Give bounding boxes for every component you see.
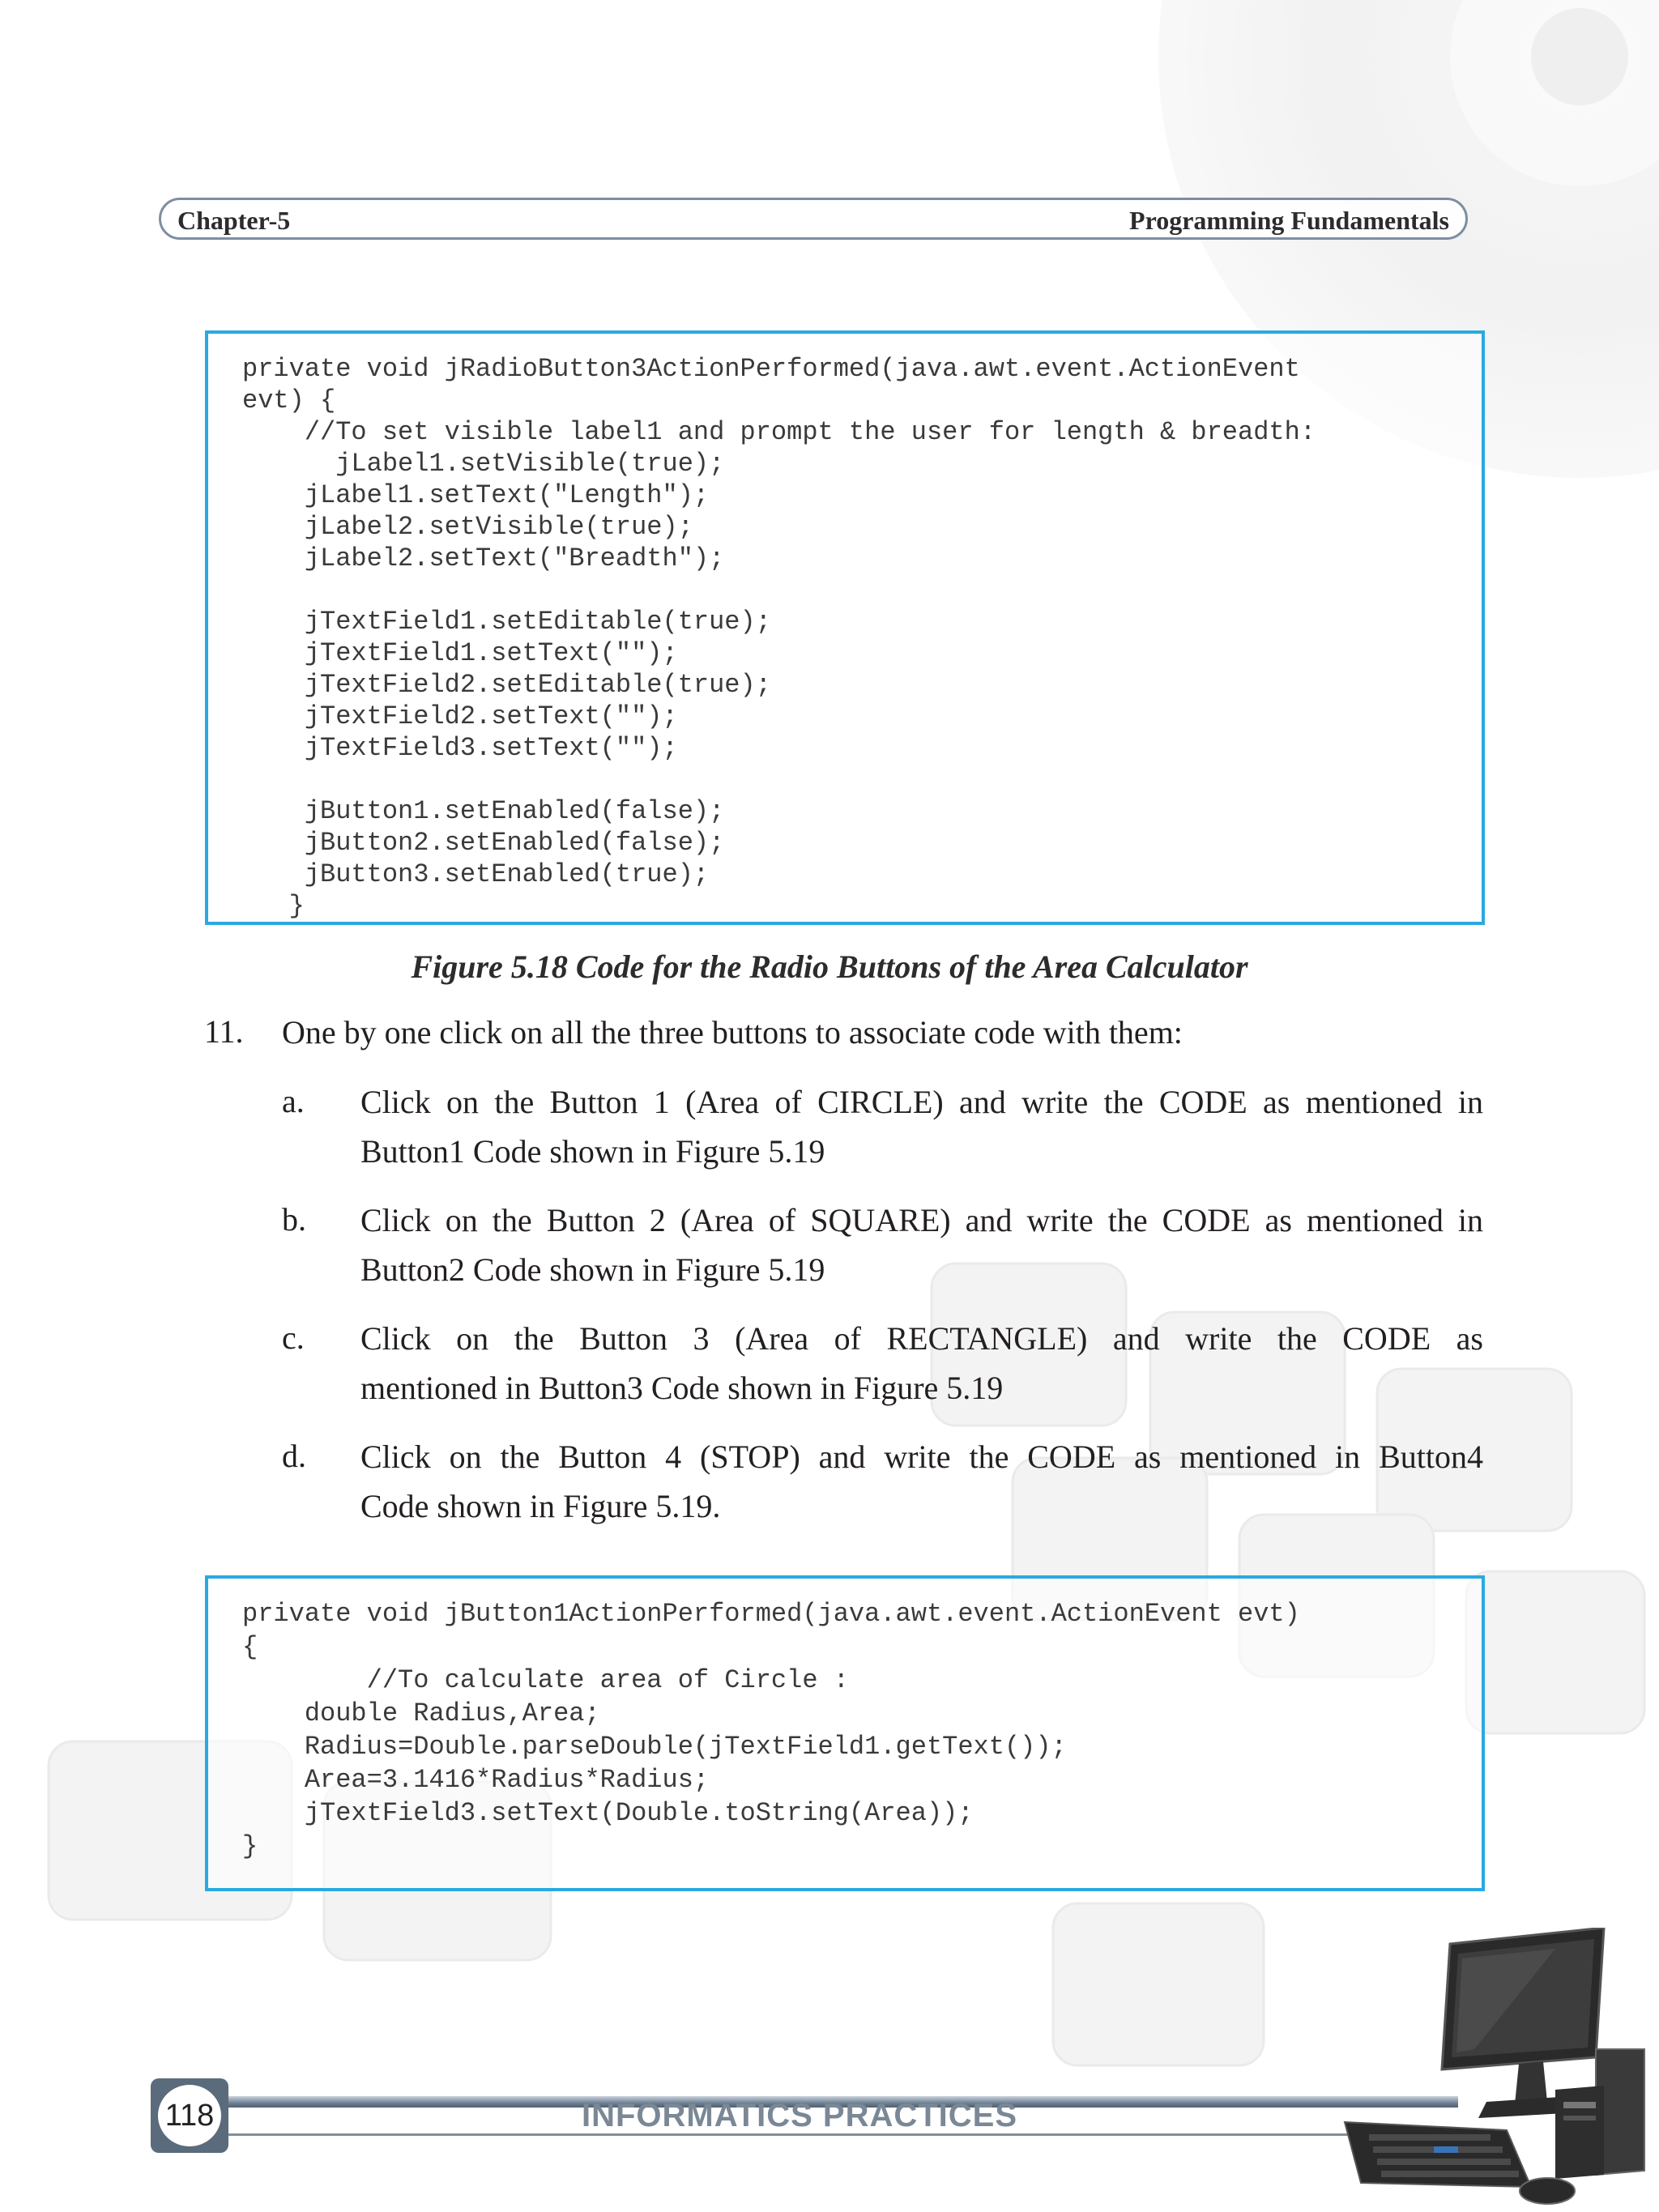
code-line: jTextField2.setText(""); [242,701,678,731]
chapter-label: Chapter-5 [177,206,291,235]
code-line: jTextField2.setEditable(true); [242,670,771,700]
code-line: jLabel2.setVisible(true); [242,512,693,542]
code-line: jLabel2.setText("Breadth"); [242,543,725,573]
page-number: 118 [164,2099,215,2133]
code-line: private void jRadioButton3ActionPerformed(java.awt.event.ActionEvent [242,354,1300,384]
code-line: jLabel1.setText("Length"); [242,480,710,510]
code-line: Radius=Double.parseDouble(jTextField1.getText()); [242,1732,1067,1762]
code-line: jTextField3.setText(Double.toString(Area)); [242,1798,974,1828]
item-label: d. [282,1438,306,1474]
code-line: //To set visible label1 and prompt the user for length & breadth: [242,417,1316,447]
computer-illustration [1312,1928,1653,2212]
step-text: One by one click on all the three buttons to associate code with them: [282,1014,1183,1051]
code-line: { [242,1632,258,1662]
code-line: jButton2.setEnabled(false); [242,828,725,858]
code-line: } [242,1831,258,1861]
code-line: jTextField1.setEditable(true); [242,607,771,637]
footer-title: INFORMATICS PRACTICES [582,2098,1018,2133]
code-block-radio-button [205,330,1485,925]
code-line: jLabel1.setVisible(true); [242,449,725,479]
code-line: jButton1.setEnabled(false); [242,796,725,826]
item-text-line: Click on the Button 3 (Area of RECTANGLE) and write the CODE as [360,1320,1483,1357]
item-label: b. [282,1201,306,1238]
section-title: Programming Fundamentals [1129,206,1449,235]
figure-caption: Figure 5.18 Code for the Radio Buttons of the Area Calculator [411,948,1248,985]
code-line: private void jButton1ActionPerformed(java.awt.event.ActionEvent evt) [242,1599,1300,1629]
code-line: jTextField3.setText(""); [242,733,678,763]
item-text-line: mentioned in Button3 Code shown in Figure 5.19 [360,1370,1004,1406]
item-text-line: Button2 Code shown in Figure 5.19 [360,1251,825,1288]
item-label: c. [282,1319,305,1356]
code-line: jButton3.setEnabled(true); [242,859,710,889]
code-line: jTextField1.setText(""); [242,638,678,668]
step-number: 11. [204,1013,244,1050]
item-text-line: Click on the Button 2 (Area of SQUARE) and write the CODE as mentioned in [360,1202,1483,1238]
code-line: evt) { [242,386,336,416]
item-text-line: Code shown in Figure 5.19. [360,1488,721,1524]
code-line: Area=3.1416*Radius*Radius; [242,1765,710,1795]
item-text-line: Click on the Button 1 (Area of CIRCLE) and write the CODE as mentioned in [360,1084,1483,1120]
chapter-header [159,198,1468,240]
code-line: } [242,891,305,921]
item-text-line: Button1 Code shown in Figure 5.19 [360,1133,825,1170]
code-line: double Radius,Area; [242,1698,600,1728]
item-text-line: Click on the Button 4 (STOP) and write the CODE as mentioned in Button4 [360,1438,1483,1475]
page-number-badge [151,2078,228,2153]
code-block-button1 [205,1575,1485,1891]
code-line: //To calculate area of Circle : [242,1665,849,1695]
item-label: a. [282,1083,305,1119]
